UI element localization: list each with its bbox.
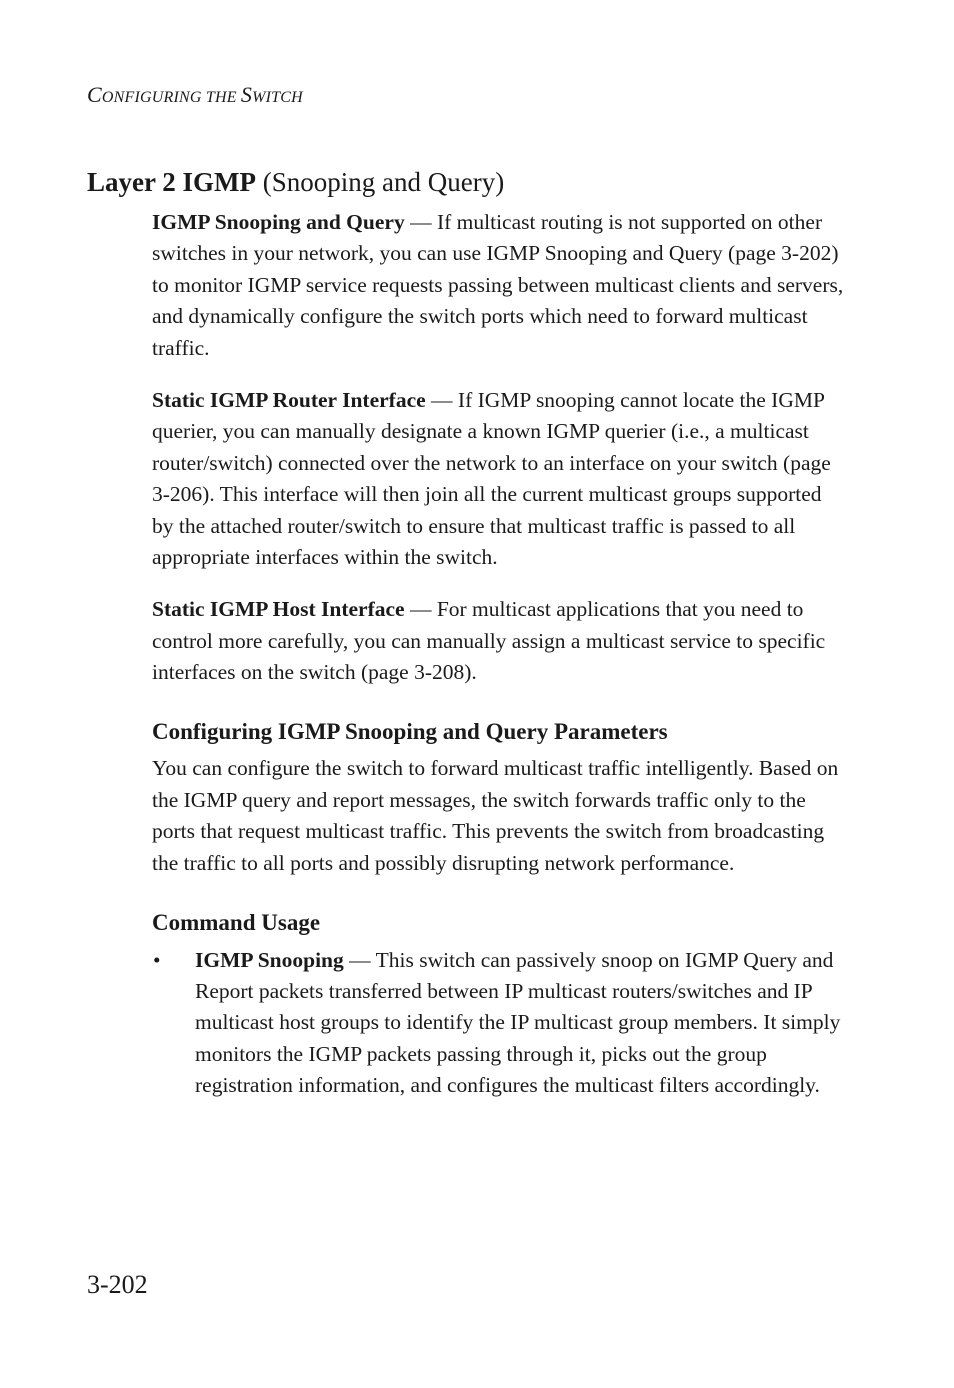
term-static-router-interface: Static IGMP Router Interface <box>152 388 426 413</box>
running-header-initial-s: S <box>240 82 253 107</box>
section-title-bold: Layer 2 IGMP <box>87 167 256 197</box>
list-item <box>152 945 846 1102</box>
config-body: You can configure the switch to forward multicast traffic intelligently. Based on the IGMP query and report messages, the switch forwards traffic only to the ports that request multicast traffic. This prevents the switch from broadcasting the traffic to all ports and possibly disrupting network performance. <box>152 756 839 875</box>
paragraph-igmp-snooping-query <box>152 207 846 364</box>
paragraph-static-router-interface <box>152 385 846 573</box>
term-igmp-snooping-query: IGMP Snooping and Query <box>152 210 405 234</box>
running-header-part-1: ONFIGURING THE <box>101 89 241 106</box>
running-header-initial-c: C <box>87 82 102 107</box>
bullet-icon: • <box>153 947 161 972</box>
command-usage-list <box>152 945 846 1102</box>
running-header <box>87 84 303 106</box>
text-igmp-snooping: — This switch can passively snoop on IGMP Query and Report packets transferred between IP multicast routers/switches and IP multicast host groups to identify the IP multicast group members. It simply monitors the IGMP packets passing through it, picks out the group registration information, and configures the multicast filters accordingly. <box>195 947 841 1098</box>
term-static-host-interface: Static IGMP Host Interface <box>152 597 405 622</box>
running-header-part-2: WITCH <box>252 89 303 106</box>
text-igmp-snooping-query: — If multicast routing is not supported on other switches in your network, you can use IGMP Snooping and Query (page 3-202) to monitor IGMP service requests passing between multicast clients and servers, and dynamically configure the switch ports which need to forward multicast traffic. <box>152 210 844 360</box>
text-static-router-interface: — If IGMP snooping cannot locate the IGMP querier, you can manually designate a known IGMP querier (i.e., a multicast router/switch) connected over the network to an interface on your switch (page 3-206). This interface will then join all the current multicast groups supported by the attached router/switch to ensure that multicast traffic is passed to all appropriate interfaces within the switch. <box>152 388 831 570</box>
section-title <box>87 167 504 198</box>
command-usage-heading: Command Usage <box>152 909 321 935</box>
page-number: 3-202 <box>87 1270 148 1299</box>
config-heading: Configuring IGMP Snooping and Query Parameters <box>152 718 668 744</box>
page-content <box>152 207 846 1102</box>
paragraph-static-host-interface <box>152 594 846 688</box>
text-static-host-interface: — For multicast applications that you need to control more carefully, you can manually assign a multicast service to specific interfaces on the switch (page 3-208). <box>152 597 826 685</box>
term-igmp-snooping: IGMP Snooping <box>195 947 344 972</box>
section-title-normal: (Snooping and Query) <box>255 167 505 197</box>
